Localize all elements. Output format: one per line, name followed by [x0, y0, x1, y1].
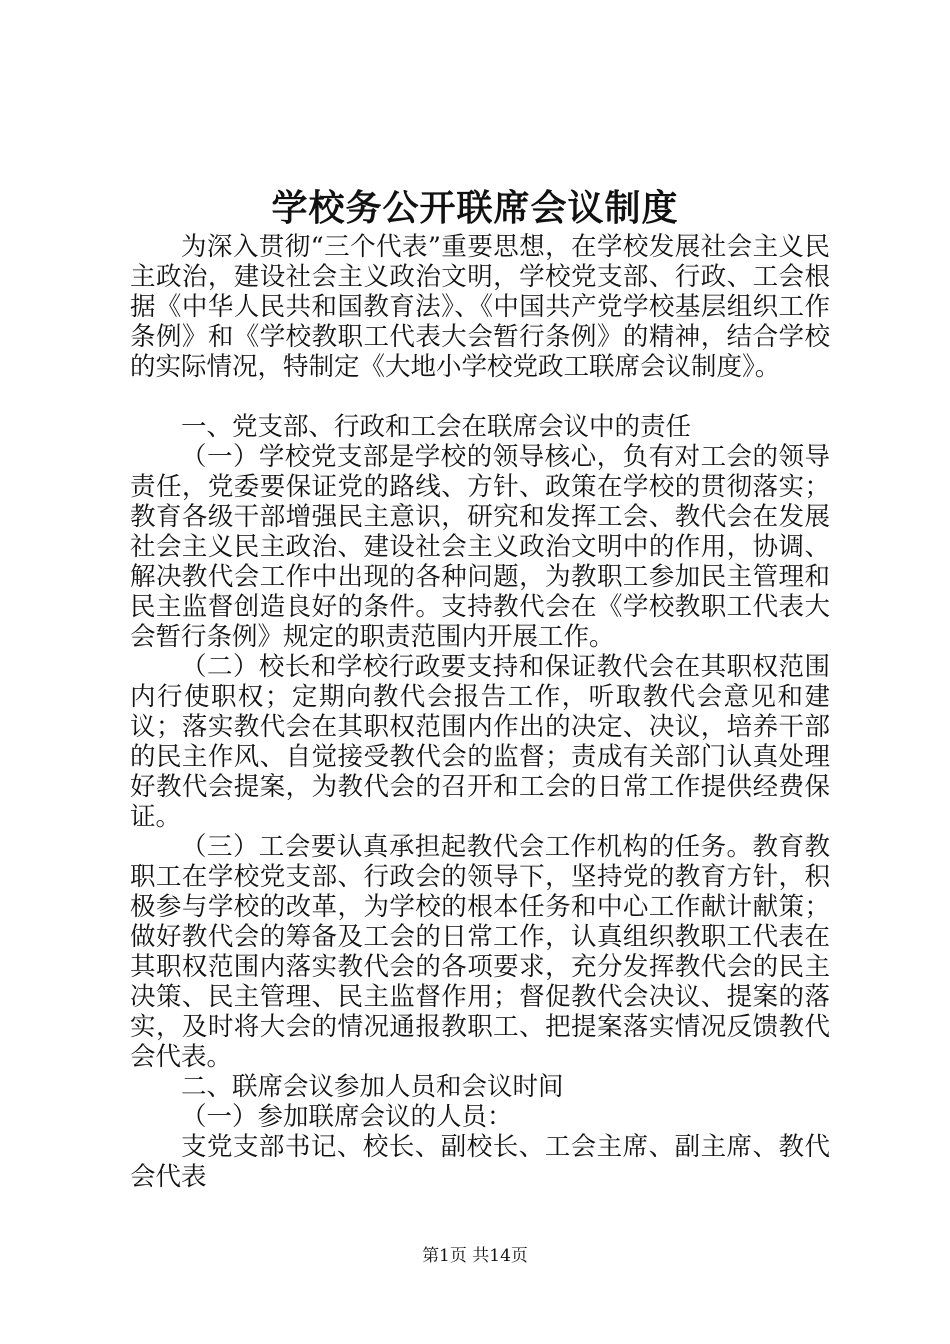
section-heading-1: 一、党支部、行政和工会在联席会议中的责任: [181, 412, 692, 442]
document-body: [130, 232, 830, 1192]
document-title: 学校务公开联席会议制度: [271, 187, 679, 229]
page-footer: 第1页 共14页: [422, 1246, 528, 1266]
section-1-item-3: （三）工会要认真承担起教代会工作机构的任务。教育教职工在学校党支部、行政会的领导下，坚持党的教育方针，积极参与学校的改革，为学校的根本任务和中心工作献计献策；做好教代会的筹备及工会的日常工作，认真组织教职工代表在其职权范围内落实教代会的各项要求，充分发挥教代会的民主决策、民主管理、民主监督作用；督促教代会决议、提案的落实，及时将大会的情况通报教职工、把提案落实情况反馈教代会代表。: [130, 832, 830, 1072]
section-2-item-1: （一）参加联席会议的人员：: [181, 1102, 513, 1132]
section-1-item-2: （二）校长和学校行政要支持和保证教代会在其职权范围内行使职权；定期向教代会报告工作，听取教代会意见和建议；落实教代会在其职权范围内作出的决定、决议，培养干部的民主作风、自觉接受教代会的监督；责成有关部门认真处理好教代会提案，为教代会的召开和工会的日常工作提供经费保证。: [130, 652, 830, 832]
section-1-item-1: （一）学校党支部是学校的领导核心，负有对工会的领导责任，党委要保证党的路线、方针、政策在学校的贯彻落实；教育各级干部增强民主意识，研究和发挥工会、教代会在发展社会主义民主政治、建设社会主义政治文明中的作用，协调、解决教代会工作中出现的各种问题，为教职工参加民主管理和民主监督创造良好的条件。支持教代会在《学校教职工代表大会暂行条例》规定的职责范围内开展工作。: [130, 442, 830, 652]
intro-paragraph: 为深入贯彻“三个代表”重要思想，在学校发展社会主义民主政治，建设社会主义政治文明，学校党支部、行政、工会根据《中华人民共和国教育法》、《中国共产党学校基层组织工作条例》和《学校教职工代表大会暂行条例》的精神，结合学校的实际情况，特制定《大地小学校党政工联席会议制度》。: [130, 232, 830, 382]
section-2-attendees: 支党支部书记、校长、副校长、工会主席、副主席、教代会代表: [130, 1132, 830, 1192]
paragraph-gap: [130, 382, 830, 412]
section-heading-2: 二、联席会议参加人员和会议时间: [181, 1072, 564, 1102]
